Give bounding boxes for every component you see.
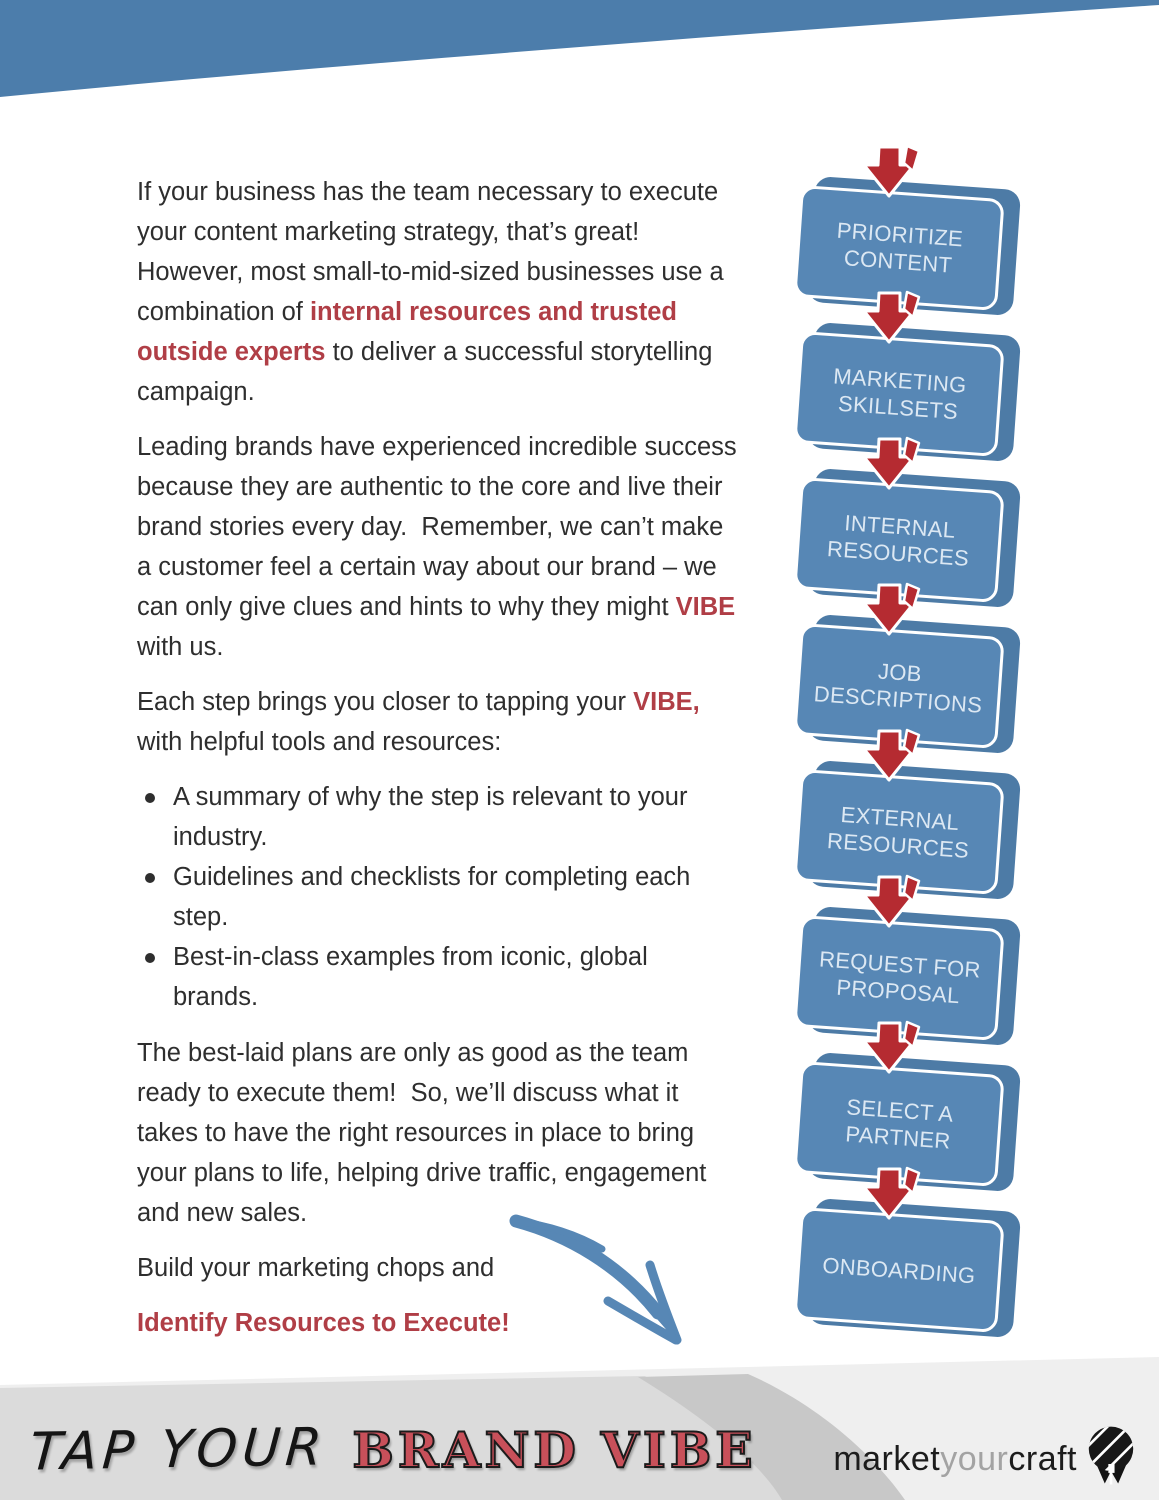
rosette-badge-icon — [1079, 1422, 1143, 1490]
paragraph-2-text: Leading brands have experienced incredible success because they are authentic to the core and live their brand stories every day. Remember, we can’t make a customer feel a certain way about our brand – we can only give clues and hints to why they might — [137, 433, 737, 621]
down-arrow-icon — [855, 728, 935, 788]
logo-text — [833, 1440, 1077, 1479]
flow-step-label: INTERNAL RESOURCES — [826, 510, 970, 571]
flow-step-label: REQUEST FOR PROPOSAL — [818, 946, 982, 1009]
down-arrow-icon — [855, 582, 935, 642]
handdrawn-arrow-icon — [498, 1203, 698, 1353]
paragraph-2-highlight: VIBE — [675, 593, 736, 621]
tagline-brand-vibe: BRAND VIBE — [352, 1421, 757, 1479]
paragraph-3-text: Each step brings you closer to tapping your — [137, 688, 634, 716]
paragraph-2-text-end: with us. — [137, 633, 224, 661]
logo-text-your: your — [940, 1439, 1009, 1478]
flow-step-label: ONBOARDING — [821, 1252, 977, 1288]
bullet-item-text: A summary of why the step is relevant to your industry. — [173, 783, 688, 851]
down-arrow-icon — [855, 1166, 935, 1226]
flow-step-label: JOB DESCRIPTIONS — [813, 658, 984, 718]
paragraph-3-text-end: with helpful tools and resources: — [137, 728, 502, 756]
bullet-item — [137, 937, 737, 1017]
bullet-item — [137, 777, 737, 857]
flow-step — [797, 1068, 1001, 1180]
down-arrow-icon — [855, 874, 935, 934]
article — [137, 172, 737, 1358]
down-arrow-icon — [855, 1020, 935, 1080]
bullet-item-text: Guidelines and checklists for completing each step. — [173, 863, 691, 931]
logo-text-craft: craft — [1008, 1439, 1077, 1478]
paragraph-3-highlight: VIBE, — [633, 688, 700, 716]
flow-step-label: PRIORITIZE CONTENT — [835, 217, 964, 278]
paragraph-2 — [137, 427, 737, 667]
bullet-item — [137, 857, 737, 937]
paragraph-1-text: If your business has the team necessary to execute your content marketing strategy, that’s great! However, most small-to-mid-sized businesses use a combination of — [137, 178, 724, 326]
bullet-list — [137, 777, 737, 1017]
flow-step — [797, 630, 1001, 742]
bullet-item-text: Best-in-class examples from iconic, global brands. — [173, 943, 648, 1011]
flowchart — [797, 192, 1001, 1326]
down-arrow-icon — [855, 290, 935, 350]
flow-step — [797, 484, 1001, 596]
paragraph-3 — [137, 682, 737, 762]
closing-cta: Identify Resources to Execute! — [137, 1309, 510, 1337]
paragraph-4: The best-laid plans are only as good as the team ready to execute them! So, we’ll discuss what it takes to have the right resources in place to bring your plans to life, helping drive traffic, engagement and new sales. — [137, 1039, 707, 1227]
footer-tagline — [27, 1417, 757, 1483]
flow-step — [797, 922, 1001, 1034]
paragraph-1 — [137, 172, 737, 412]
flow-step — [797, 192, 1001, 304]
down-arrow-icon — [855, 436, 935, 496]
marketyourcraft-logo — [833, 1428, 1143, 1490]
flow-step — [797, 776, 1001, 888]
closing-line: Build your marketing chops and — [137, 1254, 495, 1282]
flow-step — [797, 1214, 1001, 1326]
header-swoosh — [0, 0, 1159, 115]
down-arrow-icon — [855, 144, 935, 204]
paragraph-1-text-end: to deliver a successful storytelling campaign. — [137, 338, 713, 406]
tagline-tap-your: TAP YOUR — [27, 1417, 329, 1483]
flow-step-label: SELECT A PARTNER — [844, 1094, 955, 1154]
paragraph-1-highlight: internal resources and trusted outside experts — [137, 298, 677, 366]
flow-step-label: MARKETING SKILLSETS — [832, 363, 968, 425]
flow-step — [797, 338, 1001, 450]
flow-step-label: EXTERNAL RESOURCES — [826, 801, 970, 863]
logo-text-market: market — [833, 1439, 941, 1478]
